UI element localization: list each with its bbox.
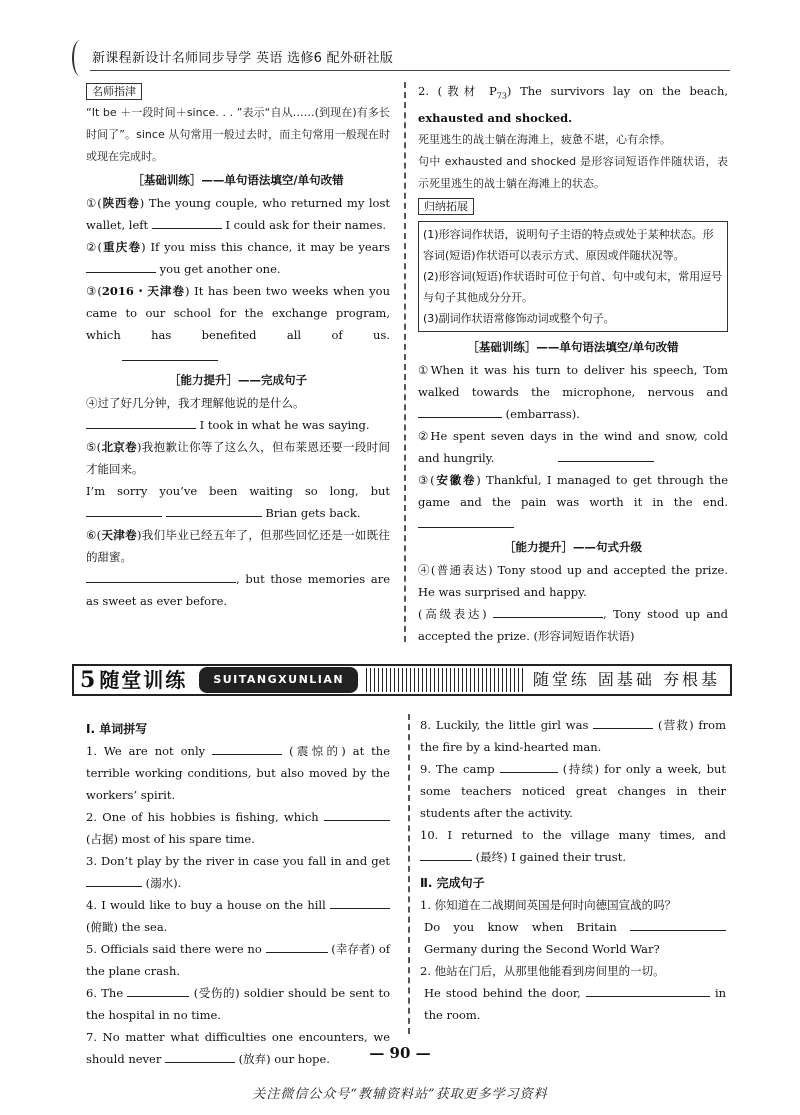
answer-blank[interactable] xyxy=(324,807,390,821)
sentence-upgrade-heading: ［能力提升］——句式升级 xyxy=(504,540,642,555)
banner-stripe-decoration xyxy=(366,668,525,692)
spelling-item-9: 9. The camp (持续) for only a week, but some teachers noticed great changes in their students after the activity. xyxy=(420,758,726,824)
teacher-tip-tag: 名师指津 xyxy=(86,83,142,100)
header-rule xyxy=(90,70,730,71)
answer-blank[interactable] xyxy=(86,415,196,429)
banner-pinyin: SUITANGXUNLIAN xyxy=(199,667,358,693)
basic-training-heading-right: ［基础训练］——单句语法填空/单句改错 xyxy=(467,340,679,355)
answer-blank[interactable] xyxy=(122,347,218,361)
answer-blank[interactable] xyxy=(493,604,603,618)
right-exercise-4-plain: ④(普通表达) Tony stood up and accepted the prize. He was surprised and happy. xyxy=(418,563,728,600)
sentence-1-en: Do you know when Britain Germany during the Second World War? xyxy=(420,916,726,960)
answer-blank[interactable] xyxy=(420,847,472,861)
spelling-item-8: 8. Luckily, the little girl was (营救) from the fire by a kind-hearted man. xyxy=(420,714,726,758)
spelling-item-5: 5. Officials said there were no (幸存者) of the plane crash. xyxy=(86,938,390,982)
answer-blank[interactable] xyxy=(86,569,236,583)
spelling-item-7: 7. No matter what difficulties one encounters, we should never (放弃) our hope. xyxy=(86,1030,390,1066)
answer-blank[interactable] xyxy=(212,741,282,755)
note-2-explain: 句中 exhausted and shocked 是形容词短语作伴随状语，表示死里逃生的战士躺在海滩上的状态。 xyxy=(418,155,728,191)
answer-blank[interactable] xyxy=(127,983,189,997)
exercise-6-en: , but those memories are as sweet as ever before. xyxy=(86,568,390,612)
word-spelling-heading: Ⅰ. 单词拼写 xyxy=(86,722,148,736)
exercise-4-cn: ④过了好几分钟，我才理解他说的是什么。 xyxy=(86,396,305,410)
summary-item-1: (1)形容词作状语，说明句子主语的特点或处于某种状态。形容词(短语)作状语可以表示方式、原因或伴随状况等。 xyxy=(423,228,714,263)
exercise-4-en: I took in what he was saying. xyxy=(86,414,390,436)
banner-number: 5 xyxy=(80,667,96,693)
right-column xyxy=(418,80,728,647)
answer-blank[interactable] xyxy=(266,939,328,953)
header-title: 新课程新设计名师同步导学 英语 选修6 配外研社版 xyxy=(92,51,394,66)
header-curl-decoration xyxy=(72,40,88,76)
right-exercise-2: ②He spent seven days in the wind and snow, cold and hungrily. xyxy=(418,429,728,466)
teacher-tip-note: “It be ＋一段时间＋since. . . ”表示“自从……(到现在)有多长时间了”。since 从句常用一般过去时，而主句常用一般现在时或现在完成时。 xyxy=(86,106,390,163)
right-exercise-1: ①When it was his turn to deliver his speech, Tom walked towards the microphone, nervous and (embarrass). xyxy=(418,363,728,422)
exercise-6-cn: ⑥(天津卷)我们毕业已经五年了，但那些回忆还是一如既往的甜蜜。 xyxy=(86,528,391,564)
note-2-en: 2. (教材 $P_{73}$) The survivors lay on the beach, exhausted and shocked. xyxy=(418,84,729,126)
sentence-2-en: He stood behind the door, in the room. xyxy=(420,982,726,1026)
answer-blank[interactable] xyxy=(630,917,726,931)
sentence-1-cn: 1. 你知道在二战期间英国是何时向德国宣战的吗？ xyxy=(420,898,677,912)
summary-item-2: (2)形容词(短语)作状语时可位于句首、句中或句末，常用逗号与句子其他成分分开。 xyxy=(423,270,723,305)
spelling-item-3: 3. Don’t play by the river in case you fall in and get (溺水). xyxy=(86,854,390,890)
exercise-5-en: I’m sorry you’ve been waiting so long, but Brian gets back. xyxy=(86,484,390,520)
exercise-3: ③(2016・天津卷) It has been two weeks when you came to our school for the exchange program, which has benefited all of us. xyxy=(86,280,390,368)
summary-tag: 归纳拓展 xyxy=(418,198,474,215)
answer-blank[interactable] xyxy=(418,514,514,528)
exercise-5-cn: ⑤(北京卷)我抱歉让你等了这么久，但布莱恩还要一段时间才能回来。 xyxy=(86,440,391,476)
summary-box xyxy=(418,221,728,332)
summary-item-3: (3)副词作状语常修饰动词或整个句子。 xyxy=(423,312,615,326)
column-divider-top xyxy=(404,82,406,642)
banner-title: 随堂训练 xyxy=(99,668,188,692)
word-spelling-column xyxy=(86,714,390,1070)
complete-sentence-heading: Ⅱ. 完成句子 xyxy=(420,876,485,890)
answer-blank[interactable] xyxy=(166,503,262,517)
spelling-item-1: 1. We are not only (震惊的) at the terrible working conditions, but also moved by the workers’ spirit. xyxy=(86,740,390,806)
exercise-2: ②(重庆卷) If you miss this chance, it may be years you get another one. xyxy=(86,240,390,276)
sentence-2-cn: 2. 他站在门后，从那里他能看到房间里的一切。 xyxy=(420,964,665,978)
column-divider-bottom xyxy=(408,714,410,1034)
answer-blank[interactable] xyxy=(86,503,162,517)
answer-blank[interactable] xyxy=(586,983,710,997)
banner-slogan: 随堂练 固基础 夯根基 xyxy=(532,670,720,689)
note-2-cn: 死里逃生的战士躺在海滩上，疲惫不堪，心有余悸。 xyxy=(418,133,671,147)
answer-blank[interactable] xyxy=(593,715,653,729)
exercise-1: ①(陕西卷) The young couple, who returned my lost wallet, left I could ask for their names. xyxy=(86,196,391,232)
spelling-item-10: 10. I returned to the village many times, and (最终) I gained their trust. xyxy=(420,828,726,864)
spelling-item-4: 4. I would like to buy a house on the hill (俯瞰) the sea. xyxy=(86,894,390,938)
right-exercise-4-advanced: (高级表达) , Tony stood up and accepted the prize. (形容词短语作状语) xyxy=(418,603,728,647)
answer-blank[interactable] xyxy=(330,895,390,909)
answer-blank[interactable] xyxy=(500,759,558,773)
answer-blank[interactable] xyxy=(152,215,222,229)
answer-blank[interactable] xyxy=(86,259,156,273)
lower-right-column xyxy=(420,714,726,1026)
right-exercise-3: ③(安徽卷) Thankful, I managed to get through the game and the pain was worth it in the end. xyxy=(418,469,728,535)
page-number: — 90 — xyxy=(369,1044,431,1062)
answer-blank[interactable] xyxy=(418,404,502,418)
left-column xyxy=(86,80,390,612)
section-banner xyxy=(72,664,732,696)
footer-note: 关注微信公众号“教辅资料站”获取更多学习资料 xyxy=(252,1087,548,1102)
spelling-item-2: 2. One of his hobbies is fishing, which (占据) most of his spare time. xyxy=(86,806,390,850)
answer-blank[interactable] xyxy=(558,448,654,462)
answer-blank[interactable] xyxy=(86,873,142,887)
spelling-item-6: 6. The (受伤的) soldier should be sent to the hospital in no time. xyxy=(86,982,390,1026)
ability-heading: ［能力提升］——完成句子 xyxy=(169,373,307,387)
basic-training-heading: ［基础训练］——单句语法填空/单句改错 xyxy=(132,173,344,187)
